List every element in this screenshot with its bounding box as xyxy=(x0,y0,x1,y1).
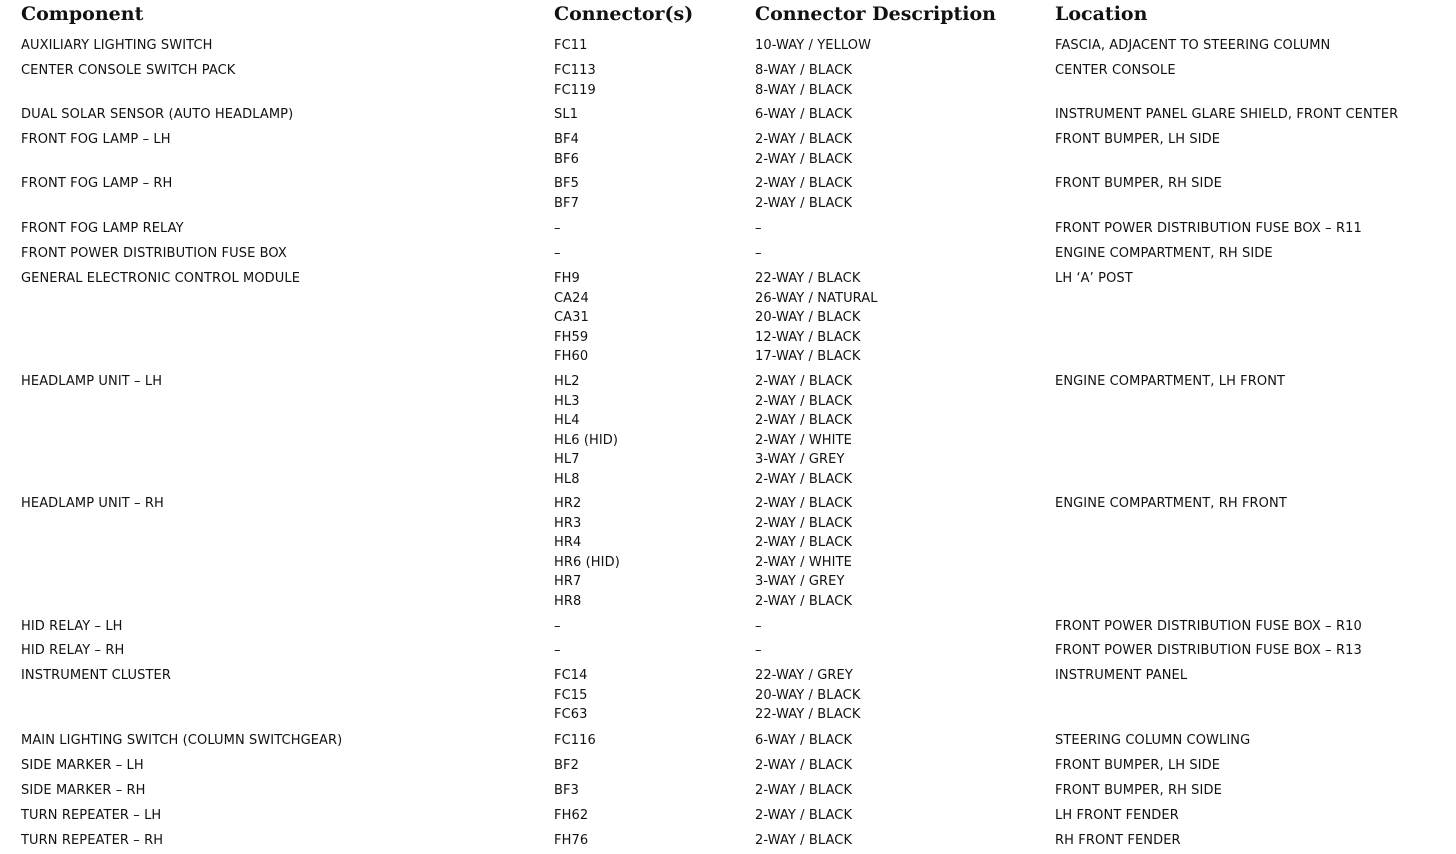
connector-description: – xyxy=(755,619,762,634)
connector-id: SL1 xyxy=(554,107,579,122)
component-location: FASCIA, ADJACENT TO STEERING COLUMN xyxy=(1055,38,1331,53)
connector-list xyxy=(554,244,561,264)
connector-description: 20-WAY / BLACK xyxy=(755,687,861,703)
header-connector-description: Connector Description xyxy=(755,3,996,25)
connector-id: BF5 xyxy=(554,176,579,191)
connector-list xyxy=(554,806,588,826)
connector-description: 26-WAY / NATURAL xyxy=(755,290,878,306)
connector-id: HL4 xyxy=(554,413,580,429)
connector-description-list xyxy=(755,130,852,169)
component-location: FRONT POWER DISTRIBUTION FUSE BOX – R11 xyxy=(1055,221,1362,236)
connector-id: – xyxy=(554,221,561,236)
connector-description-list xyxy=(755,617,762,637)
connector-list xyxy=(554,494,620,612)
connector-description: 2-WAY / BLACK xyxy=(755,132,853,147)
connector-id: FC113 xyxy=(554,63,596,78)
connector-description-list xyxy=(755,61,852,100)
connector-description-list xyxy=(755,269,878,367)
connector-description: 2-WAY / BLACK xyxy=(755,195,853,211)
connector-id: FC63 xyxy=(554,707,588,723)
connector-id: FC119 xyxy=(554,82,596,98)
connector-description: 22-WAY / BLACK xyxy=(755,271,861,286)
connector-id: FH9 xyxy=(554,271,580,286)
connector-id: HR3 xyxy=(554,515,582,531)
component-name: FRONT FOG LAMP RELAY xyxy=(21,221,184,236)
connector-description: 12-WAY / BLACK xyxy=(755,329,861,345)
connector-id: HR7 xyxy=(554,574,582,590)
connector-id: FH76 xyxy=(554,833,589,848)
component-name: SIDE MARKER – RH xyxy=(21,783,146,798)
connector-id: CA24 xyxy=(554,290,589,306)
connector-list xyxy=(554,666,588,725)
component-name: HID RELAY – RH xyxy=(21,643,125,658)
component-name: AUXILIARY LIGHTING SWITCH xyxy=(21,38,213,53)
connector-id: HL2 xyxy=(554,374,580,389)
connector-description: 2-WAY / BLACK xyxy=(755,515,853,531)
connector-id: BF3 xyxy=(554,783,579,798)
connector-description-list xyxy=(755,494,852,612)
component-location: RH FRONT FENDER xyxy=(1055,833,1181,848)
connector-description: 8-WAY / BLACK xyxy=(755,63,853,78)
connector-description-list xyxy=(755,781,852,801)
connector-description: 3-WAY / GREY xyxy=(755,452,845,468)
connector-description: 2-WAY / BLACK xyxy=(755,176,853,191)
component-location: ENGINE COMPARTMENT, RH FRONT xyxy=(1055,496,1287,511)
connector-id: FH59 xyxy=(554,329,589,345)
connector-description: 2-WAY / BLACK xyxy=(755,758,853,773)
component-location: FRONT BUMPER, RH SIDE xyxy=(1055,783,1222,798)
connector-list xyxy=(554,269,589,367)
component-name: FRONT POWER DISTRIBUTION FUSE BOX xyxy=(21,246,287,261)
connector-description: 20-WAY / BLACK xyxy=(755,310,861,326)
connector-description: 2-WAY / BLACK xyxy=(755,151,853,167)
connector-list xyxy=(554,731,596,751)
component-name: MAIN LIGHTING SWITCH (COLUMN SWITCHGEAR) xyxy=(21,733,343,748)
header-connectors: Connector(s) xyxy=(554,3,694,25)
connector-description: 2-WAY / BLACK xyxy=(755,471,853,487)
connector-description: – xyxy=(755,221,762,236)
connector-id: HL6 (HID) xyxy=(554,432,619,448)
connector-description: 6-WAY / BLACK xyxy=(755,107,853,122)
component-location: FRONT BUMPER, RH SIDE xyxy=(1055,176,1222,191)
connector-description: 2-WAY / BLACK xyxy=(755,593,853,609)
connector-description-list xyxy=(755,372,852,490)
connector-id: HL8 xyxy=(554,471,580,487)
connector-description-list xyxy=(755,105,852,125)
connector-description-list xyxy=(755,756,852,776)
connector-list xyxy=(554,130,579,169)
connector-description: 2-WAY / BLACK xyxy=(755,374,853,389)
component-name: INSTRUMENT CLUSTER xyxy=(21,668,171,683)
connector-description: 2-WAY / BLACK xyxy=(755,393,853,409)
connector-list xyxy=(554,781,579,801)
component-location: FRONT BUMPER, LH SIDE xyxy=(1055,758,1221,773)
connector-description-list xyxy=(755,244,762,264)
component-location: INSTRUMENT PANEL GLARE SHIELD, FRONT CENTER xyxy=(1055,107,1399,122)
connector-id: – xyxy=(554,643,561,658)
connector-description-list xyxy=(755,666,860,725)
connector-description: 2-WAY / BLACK xyxy=(755,833,853,848)
component-name: HID RELAY – LH xyxy=(21,619,123,634)
connector-description-list xyxy=(755,831,852,851)
connector-description: 2-WAY / BLACK xyxy=(755,413,853,429)
component-location: ENGINE COMPARTMENT, RH SIDE xyxy=(1055,246,1273,261)
connector-id: FC11 xyxy=(554,38,588,53)
connector-description-list xyxy=(755,806,852,826)
connector-description-list xyxy=(755,174,852,213)
connector-id: – xyxy=(554,246,561,261)
connector-id: FH62 xyxy=(554,808,589,823)
connector-id: FC116 xyxy=(554,733,596,748)
component-location: ENGINE COMPARTMENT, LH FRONT xyxy=(1055,374,1286,389)
connector-list xyxy=(554,61,596,100)
component-name: GENERAL ELECTRONIC CONTROL MODULE xyxy=(21,271,301,286)
connector-description: – xyxy=(755,246,762,261)
connector-description: 6-WAY / BLACK xyxy=(755,733,853,748)
connector-id: FC15 xyxy=(554,687,588,703)
connector-description-list xyxy=(755,219,762,239)
component-location: LH ‘A’ POST xyxy=(1055,271,1133,286)
connector-description: 22-WAY / BLACK xyxy=(755,707,861,723)
component-name: TURN REPEATER – RH xyxy=(21,833,164,848)
connector-list xyxy=(554,105,578,125)
component-name: TURN REPEATER – LH xyxy=(21,808,162,823)
connector-id: FC14 xyxy=(554,668,588,683)
connector-list xyxy=(554,219,561,239)
connector-list xyxy=(554,372,618,490)
table-header xyxy=(0,0,1456,30)
connector-description-list xyxy=(755,36,871,56)
component-location: LH FRONT FENDER xyxy=(1055,808,1179,823)
connector-id: BF4 xyxy=(554,132,579,147)
header-location: Location xyxy=(1055,3,1148,25)
header-component: Component xyxy=(21,3,144,25)
component-location: STEERING COLUMN COWLING xyxy=(1055,733,1251,748)
connector-description: 8-WAY / BLACK xyxy=(755,82,853,98)
connector-list xyxy=(554,36,588,56)
connector-id: HL7 xyxy=(554,452,580,468)
component-name: FRONT FOG LAMP – RH xyxy=(21,176,173,191)
component-location: FRONT POWER DISTRIBUTION FUSE BOX – R13 xyxy=(1055,643,1362,658)
connector-id: HR8 xyxy=(554,593,582,609)
connector-description: 2-WAY / WHITE xyxy=(755,554,852,570)
component-name: FRONT FOG LAMP – LH xyxy=(21,132,171,147)
connector-id: HR4 xyxy=(554,535,582,551)
connector-list xyxy=(554,641,561,661)
connector-description: 2-WAY / BLACK xyxy=(755,535,853,551)
component-name: HEADLAMP UNIT – RH xyxy=(21,496,164,511)
component-name: SIDE MARKER – LH xyxy=(21,758,144,773)
component-location: INSTRUMENT PANEL xyxy=(1055,668,1188,683)
connector-description: 17-WAY / BLACK xyxy=(755,349,861,365)
connector-list xyxy=(554,831,588,851)
connector-description: 3-WAY / GREY xyxy=(755,574,845,590)
connector-list xyxy=(554,174,579,213)
connector-id: BF7 xyxy=(554,195,579,211)
connector-list xyxy=(554,756,579,776)
connector-id: HR2 xyxy=(554,496,582,511)
connector-description: 2-WAY / BLACK xyxy=(755,808,853,823)
connector-id: CA31 xyxy=(554,310,589,326)
connector-description-list xyxy=(755,731,852,751)
connector-id: BF6 xyxy=(554,151,579,167)
connector-list xyxy=(554,617,561,637)
connector-id: HL3 xyxy=(554,393,580,409)
component-name: CENTER CONSOLE SWITCH PACK xyxy=(21,63,236,78)
connector-description: 2-WAY / BLACK xyxy=(755,496,853,511)
component-location: FRONT POWER DISTRIBUTION FUSE BOX – R10 xyxy=(1055,619,1362,634)
connector-id: HR6 (HID) xyxy=(554,554,620,570)
connector-description-list xyxy=(755,641,762,661)
component-location: CENTER CONSOLE xyxy=(1055,63,1176,78)
connector-description: – xyxy=(755,643,762,658)
connector-description: 2-WAY / BLACK xyxy=(755,783,853,798)
component-name: DUAL SOLAR SENSOR (AUTO HEADLAMP) xyxy=(21,107,294,122)
component-name: HEADLAMP UNIT – LH xyxy=(21,374,163,389)
connector-description: 10-WAY / YELLOW xyxy=(755,38,872,53)
connector-description: 22-WAY / GREY xyxy=(755,668,853,683)
connector-description: 2-WAY / WHITE xyxy=(755,432,852,448)
connector-id: FH60 xyxy=(554,349,589,365)
connector-id: BF2 xyxy=(554,758,579,773)
component-location: FRONT BUMPER, LH SIDE xyxy=(1055,132,1221,147)
connector-id: – xyxy=(554,619,561,634)
